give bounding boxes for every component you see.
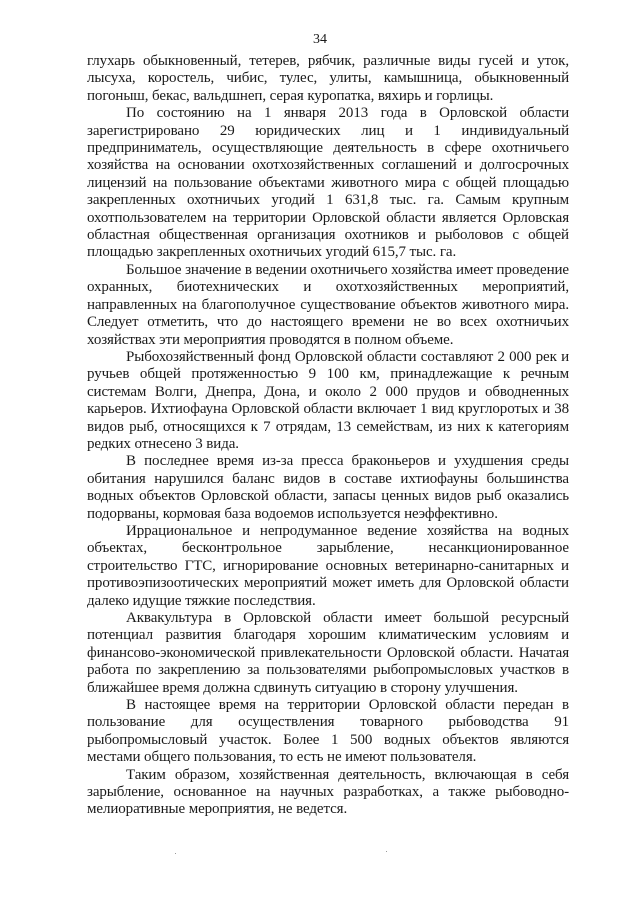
- scan-speck: [386, 851, 387, 852]
- paragraph-8: В настоящее время на территории Орловской области передан в пользование для осуществления товарного рыбоводства 91 рыбопромысловый участок. Более 1 500 водных объектов являются местами общего пользования, то есть не имеют пользователя.: [87, 697, 569, 766]
- page-number: 34: [313, 32, 327, 47]
- paragraph-4: Рыбохозяйственный фонд Орловской области составляют 2 000 рек и ручьев общей протяженностью 9 100 км, принадлежащие к речным системам Волги, Днепра, Дона, и около 2 000 прудов и обводненных карьеров. Ихтиофауна Орловской области включает 1 вид круглоротых и 38 видов рыб, относящихся к 7 отрядам, 13 семействам, из них к категориям редких отнесено 3 вида.: [87, 348, 569, 452]
- paragraph-2: По состоянию на 1 января 2013 года в Орловской области зарегистрировано 29 юридических лиц и 1 индивидуальный предприниматель, осуществляющие деятельность в сфере охотничьего хозяйства на основании охотхозяйственных соглашений и долгосрочных лицензий на пользование объектами животного мира с общей площадью закрепленных охотничьих угодий 1 631,8 тыс. га. Самым крупным охотпользователем на территории Орловской области является Орловская областная общественная организация охотников и рыболовов с общей площадью закрепленных охотничьих угодий 615,7 тыс. га.: [87, 105, 569, 261]
- paragraph-6: Иррациональное и непродуманное ведение хозяйства на водных объектах, бесконтрольное зарыбление, несанкционированное строительство ГТС, игнорирование основных ветеринарно-санитарных и противоэпизоотических мероприятий может иметь для Орловской области далеко идущие тяжкие последствия.: [87, 522, 569, 609]
- paragraph-5: В последнее время из-за пресса браконьеров и ухудшения среды обитания нарушился баланс видов в составе ихтиофауны большинства водных объектов Орловской области, запасы ценных видов рыб оказались подорваны, кормовая база водоемов используется неэффективно.: [87, 453, 569, 522]
- body-text: [87, 53, 569, 819]
- paragraph-9: Таким образом, хозяйственная деятельность, включающая в себя зарыбление, основанное на научных разработках, а также рыбоводно-мелиоративные мероприятия, не ведется.: [87, 766, 569, 818]
- paragraph-1: глухарь обыкновенный, тетерев, рябчик, различные виды гусей и уток, лысуха, коростель, чибис, тулес, улиты, камышница, обыкновенный погоныш, бекас, вальдшнеп, серая куропатка, вяхирь и горлицы.: [87, 53, 569, 104]
- paragraph-7: Аквакультура в Орловской области имеет большой ресурсный потенциал развития благодаря хорошим климатическим условиям и финансово-экономической привлекательности Орловской области. Начатая работа по закреплению за пользователями рыбопромысловых участков в ближайшее время должна сдвинуть ситуацию в сторону улучшения.: [87, 610, 569, 696]
- paragraph-3: Большое значение в ведении охотничьего хозяйства имеет проведение охранных, биотехнических и охотхозяйственных мероприятий, направленных на благополучное существование объектов животного мира. Следует отметить, что до настоящего времени не во всех охотничьих хозяйствах эти мероприятия проводятся в полном объеме.: [87, 261, 569, 348]
- scan-speck: [175, 853, 176, 854]
